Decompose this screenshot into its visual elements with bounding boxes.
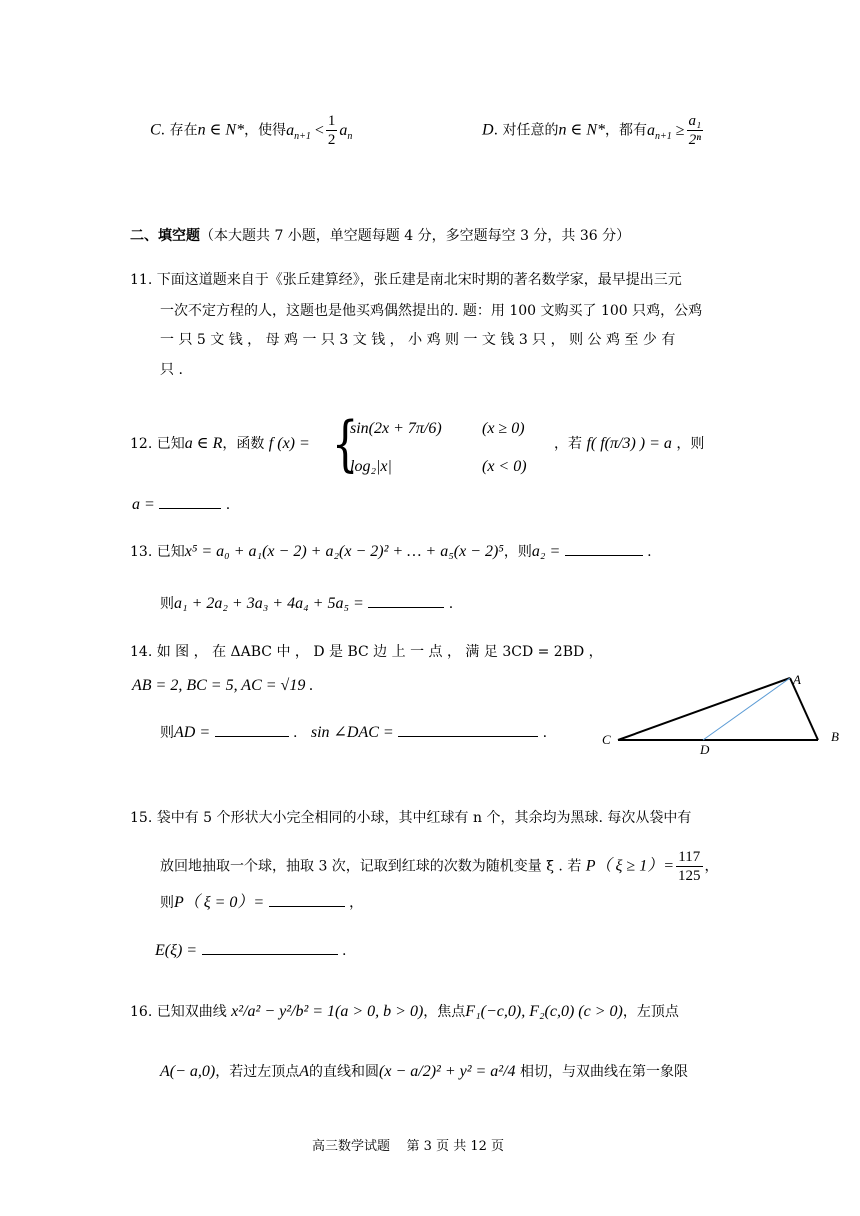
side-ab <box>790 678 818 740</box>
q12-intro: 12. 已知a ∈ R，函数 f (x) = <box>130 435 310 452</box>
q14-line1: 14. 如 图 ， 在 ΔABC 中 ， D 是 BC 边 上 一 点 ， 满 足 3CD = 2BD ， <box>130 644 603 660</box>
q12-brace: { <box>331 409 359 479</box>
option-c-fraction: $\frac{1}{2}$ <box>327 113 336 148</box>
q13-line2: 则a₁ + 2a₂ + 3a₃ + 4a₄ + 5a₅ = . <box>160 595 454 612</box>
option-d-fraction: $\frac{\text{a₁}}{\text{2ⁿ}}$ <box>688 113 702 148</box>
label-d: D <box>700 742 710 757</box>
q16-line1: 16. 已知双曲线 x²/a² − y²/b² = 1(a > 0, b > 0)，焦点F₁(−c,0), F₂(c,0) (c > 0)，左顶点 <box>130 1003 679 1020</box>
q15-line4: E(ξ) = . <box>155 942 347 959</box>
page-footer <box>312 1135 504 1154</box>
q15-answer-blank-2[interactable] <box>202 940 338 955</box>
q14-answer-blank-2[interactable] <box>398 722 538 737</box>
triangle-figure <box>596 668 852 758</box>
q15-fraction: $\frac{117}{125}$ <box>678 849 701 884</box>
section-heading <box>130 226 630 246</box>
q12-answer-blank[interactable] <box>159 494 221 509</box>
footer-title: 高三数学试题 <box>312 1139 391 1154</box>
segment-ad <box>703 678 790 740</box>
footer-page-number: 第 3 页 共 12 页 <box>406 1139 505 1154</box>
q13-answer-blank-1[interactable] <box>565 541 643 556</box>
q16-line2: A(− a,0)，若过左顶点A的直线和圆(x − a/2)² + y² = a²/4 相切，与双曲线在第一象限 <box>160 1063 688 1080</box>
q12-case1-condition: (x ≥ 0) <box>482 420 525 437</box>
q14-line3: 则AD = . sin ∠DAC = . <box>160 724 548 741</box>
label-c: C <box>602 732 611 747</box>
label-a: A <box>793 672 801 687</box>
q15-answer-blank-1[interactable] <box>269 892 345 907</box>
section-title: 二、填空题 <box>130 228 200 244</box>
q15-line1: 15. 袋中有 5 个形状大小完全相同的小球，其中红球有 n 个，其余均为黑球. 每次从袋中有 <box>130 810 692 826</box>
q13-answer-blank-2[interactable] <box>368 593 444 608</box>
option-d-letter: D <box>482 121 494 139</box>
side-ca <box>618 678 790 740</box>
q12-case2: log₂|x| <box>350 458 392 475</box>
q12-case2-condition: (x < 0) <box>482 458 527 475</box>
q11-line1: 11. 下面这道题来自于《张丘建算经》，张丘建是南北宋时期的著名数学家，最早提出三元 <box>130 272 682 288</box>
q11-line3: 一 只 5 文 钱 ， 母 鸡 一 只 3 文 钱 ， 小 鸡 则 一 文 钱 3 只 ， 则 公 鸡 至 少 有 <box>160 332 676 348</box>
q11-line4: 只 . <box>160 362 183 378</box>
q11-line2: 一次不定方程的人，这题也是他买鸡偶然提出的. 题：用 100 文购买了 100 只鸡，公鸡 <box>160 303 703 319</box>
option-d: D. 对任意的n ∈ N*，都有$a_{n+1}$ ≥ $\frac{\text{a₁}}{\text{2ⁿ}}$ <box>482 113 702 148</box>
q15-line2: 放回地抽取一个球，抽取 3 次，记取到红球的次数为随机变量 ξ . 若 P（ ξ ≥ 1）= $\frac{117}{125}$ ， <box>160 849 719 884</box>
q12-answer-line: a = . <box>132 496 231 513</box>
q13-line1: 13. 已知x⁵ = a₀ + a₁(x − 2) + a₂(x − 2)² + … + a₅(x − 2)⁵，则a₂ = . <box>130 543 652 560</box>
q15-line3: 则P（ ξ = 0）= ， <box>160 894 364 911</box>
q14-line2: AB = 2, BC = 5, AC = √19 . <box>132 677 314 694</box>
label-b: B <box>831 729 839 744</box>
option-c-letter: C <box>150 121 161 139</box>
q12-case1: sin(2x + 7π/6) <box>350 420 442 437</box>
q14-answer-blank-1[interactable] <box>215 722 289 737</box>
q12-condition: ，若 f( f(π/3) ) = a ，则 <box>554 435 705 452</box>
option-c: C. 存在n ∈ N*，使得$a_{n+1}$ < $\frac{1}{2}$ $a_n$ <box>150 113 353 148</box>
section-description: （本大题共 7 小题，单空题每题 4 分，多空题每空 3 分，共 36 分） <box>200 228 631 244</box>
